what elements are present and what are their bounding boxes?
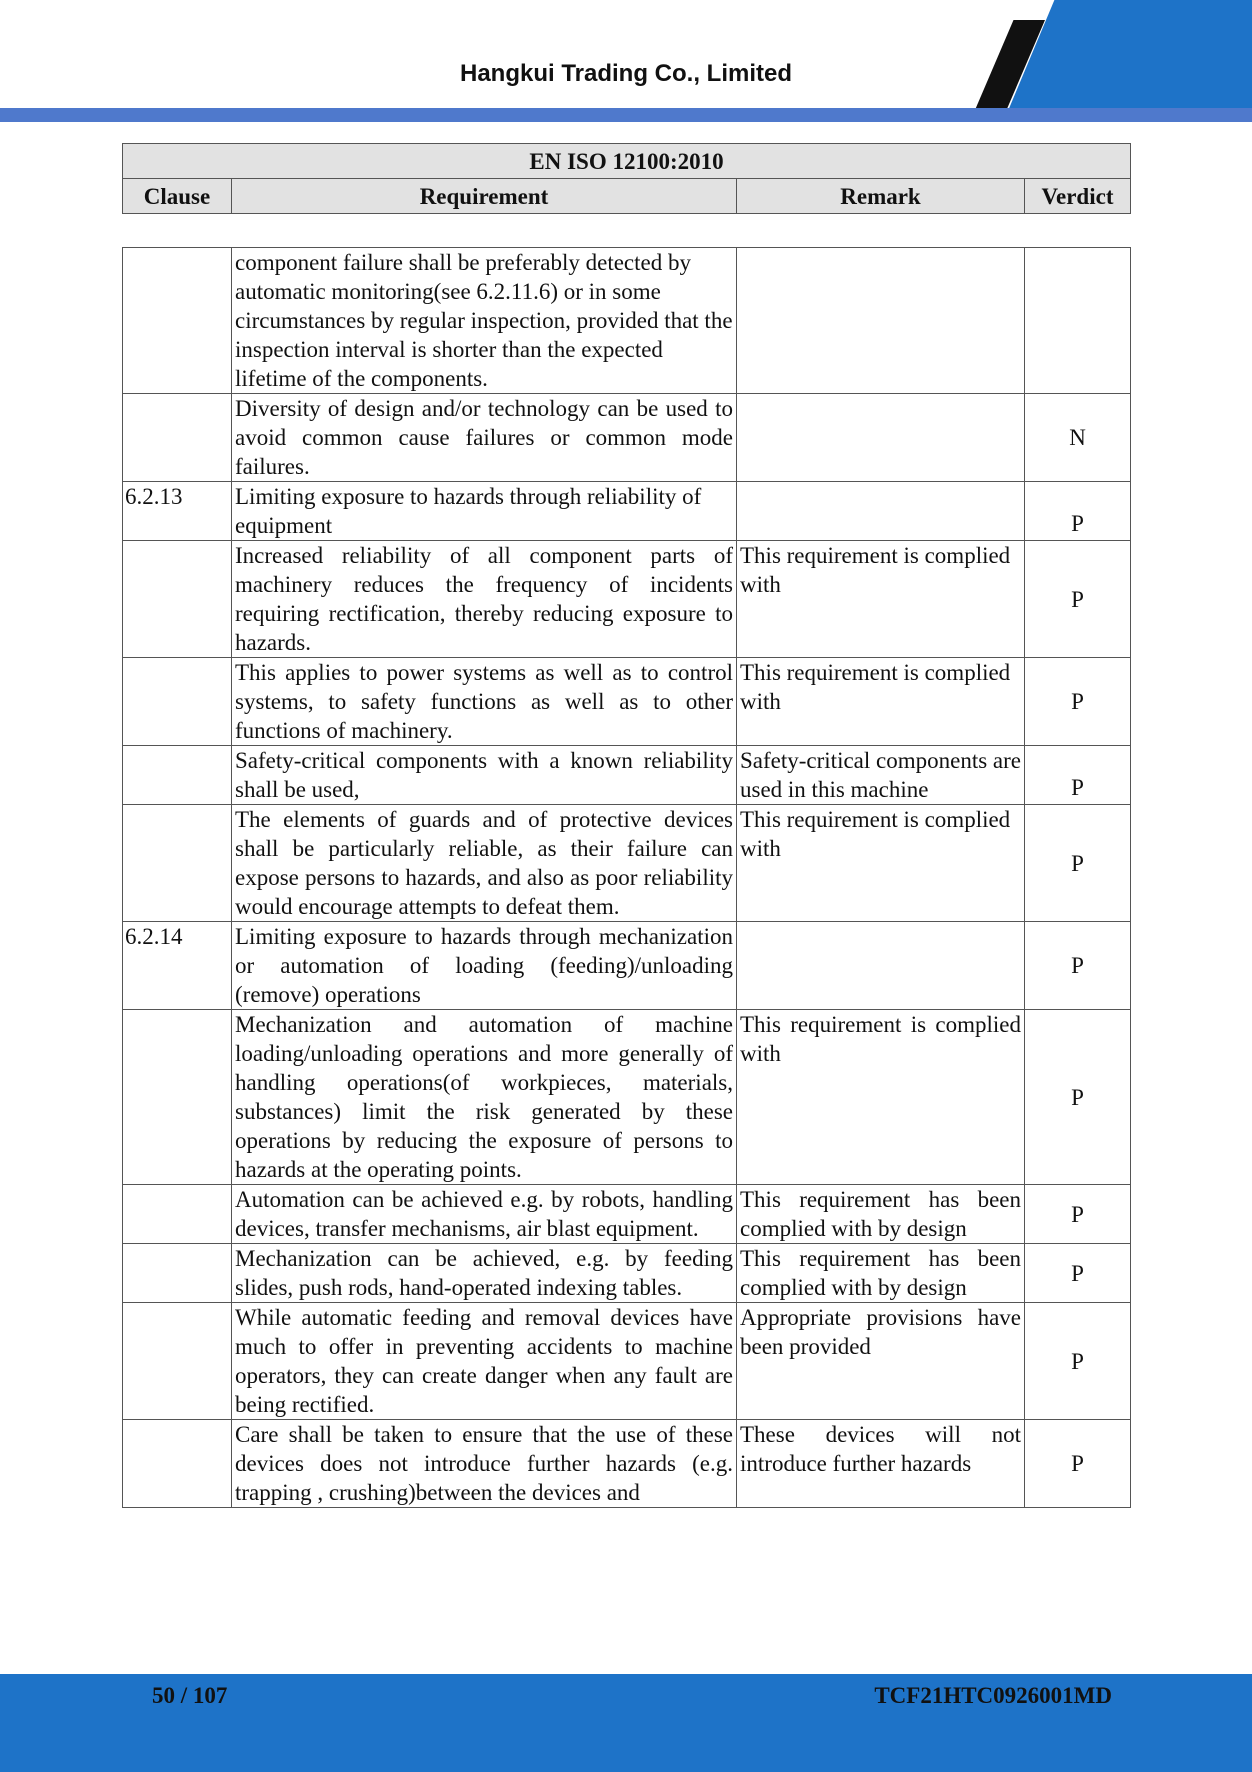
clause-cell bbox=[123, 658, 232, 746]
clause-cell bbox=[123, 805, 232, 922]
table-row bbox=[123, 658, 1131, 746]
requirement-cell: Diversity of design and/or technology can be used to avoid common cause failures or common mode failures. bbox=[232, 394, 737, 482]
table-row bbox=[123, 1420, 1131, 1508]
remark-cell: This requirement is complied with bbox=[737, 541, 1025, 658]
verdict-cell: P bbox=[1025, 658, 1131, 746]
requirement-cell: Care shall be taken to ensure that the use of these devices does not introduce further hazards (e.g. trapping , crushing)between the devices and bbox=[232, 1420, 737, 1508]
verdict-cell: N bbox=[1025, 394, 1131, 482]
requirements-table bbox=[122, 247, 1131, 1508]
requirement-cell: Limiting exposure to hazards through mechanization or automation of loading (feeding)/unloading (remove) operations bbox=[232, 922, 737, 1010]
requirement-cell: Safety-critical components with a known reliability shall be used, bbox=[232, 746, 737, 805]
company-name: Hangkui Trading Co., Limited bbox=[459, 60, 792, 87]
column-header-remark: Remark bbox=[737, 179, 1025, 214]
table-row bbox=[123, 482, 1131, 541]
table-row bbox=[123, 248, 1131, 394]
standard-title: EN ISO 12100:2010 bbox=[123, 144, 1131, 179]
verdict-cell: P bbox=[1025, 1303, 1131, 1420]
remark-cell: This requirement is complied with bbox=[737, 1010, 1025, 1185]
table-row bbox=[123, 1303, 1131, 1420]
standard-header-table bbox=[122, 143, 1131, 214]
verdict-cell: P bbox=[1025, 805, 1131, 922]
remark-cell: Appropriate provisions have been provided bbox=[737, 1303, 1025, 1420]
remark-cell: This requirement is complied with bbox=[737, 805, 1025, 922]
table-row bbox=[123, 1185, 1131, 1244]
verdict-cell: P bbox=[1025, 541, 1131, 658]
requirement-cell: component failure shall be preferably detected by automatic monitoring(see 6.2.11.6) or in some circumstances by regular inspection, provided that the inspection interval is shorter than the expected lifetime of the components. bbox=[232, 248, 737, 394]
table-row bbox=[123, 922, 1131, 1010]
table-row bbox=[123, 746, 1131, 805]
remark-cell: This requirement has been complied with by design bbox=[737, 1185, 1025, 1244]
requirement-cell: This applies to power systems as well as to control systems, to safety functions as well as to other functions of machinery. bbox=[232, 658, 737, 746]
clause-cell bbox=[123, 746, 232, 805]
clause-cell: 6.2.14 bbox=[123, 922, 232, 1010]
remark-cell bbox=[737, 394, 1025, 482]
remark-cell: These devices will not introduce further hazards bbox=[737, 1420, 1025, 1508]
remark-cell: This requirement is complied with bbox=[737, 658, 1025, 746]
requirement-cell: Mechanization and automation of machine loading/unloading operations and more generally of handling operations(of workpieces, materials, substances) limit the risk generated by these operations by reducing the exposure of persons to hazards at the operating points. bbox=[232, 1010, 737, 1185]
column-header-clause: Clause bbox=[123, 179, 232, 214]
header-decoration-blue bbox=[1005, 0, 1252, 118]
remark-cell: This requirement has been complied with by design bbox=[737, 1244, 1025, 1303]
remark-cell bbox=[737, 922, 1025, 1010]
column-header-verdict: Verdict bbox=[1025, 179, 1131, 214]
remark-cell bbox=[737, 248, 1025, 394]
clause-cell bbox=[123, 1303, 232, 1420]
remark-cell bbox=[737, 482, 1025, 541]
remark-cell: Safety-critical components are used in this machine bbox=[737, 746, 1025, 805]
clause-cell bbox=[123, 248, 232, 394]
verdict-cell: P bbox=[1025, 1010, 1131, 1185]
clause-cell bbox=[123, 1420, 232, 1508]
verdict-cell: P bbox=[1025, 1420, 1131, 1508]
requirement-cell: Limiting exposure to hazards through reliability of equipment bbox=[232, 482, 737, 541]
requirement-cell: Increased reliability of all component parts of machinery reduces the frequency of incidents requiring rectification, thereby reducing exposure to hazards. bbox=[232, 541, 737, 658]
verdict-cell: P bbox=[1025, 1185, 1131, 1244]
page-number: 50 / 107 bbox=[152, 1683, 228, 1708]
table-row bbox=[123, 1010, 1131, 1185]
table-row bbox=[123, 394, 1131, 482]
verdict-cell: P bbox=[1025, 482, 1131, 541]
requirement-cell: The elements of guards and of protective devices shall be particularly reliable, as their failure can expose persons to hazards, and also as poor reliability would encourage attempts to defeat them. bbox=[232, 805, 737, 922]
clause-cell: 6.2.13 bbox=[123, 482, 232, 541]
clause-cell bbox=[123, 1185, 232, 1244]
table-row bbox=[123, 805, 1131, 922]
requirement-cell: Automation can be achieved e.g. by robots, handling devices, transfer mechanisms, air blast equipment. bbox=[232, 1185, 737, 1244]
clause-cell bbox=[123, 1010, 232, 1185]
clause-cell bbox=[123, 541, 232, 658]
column-header-requirement: Requirement bbox=[232, 179, 737, 214]
verdict-cell bbox=[1025, 248, 1131, 394]
table-row bbox=[123, 1244, 1131, 1303]
verdict-cell: P bbox=[1025, 1244, 1131, 1303]
verdict-cell: P bbox=[1025, 922, 1131, 1010]
document-id: TCF21HTC0926001MD bbox=[874, 1683, 1112, 1708]
table-row bbox=[123, 541, 1131, 658]
requirement-cell: While automatic feeding and removal devices have much to offer in preventing accidents to machine operators, they can create danger when any fault are being rectified. bbox=[232, 1303, 737, 1420]
clause-cell bbox=[123, 1244, 232, 1303]
header-bar bbox=[0, 108, 1252, 122]
requirement-cell: Mechanization can be achieved, e.g. by feeding slides, push rods, hand-operated indexing tables. bbox=[232, 1244, 737, 1303]
verdict-cell: P bbox=[1025, 746, 1131, 805]
clause-cell bbox=[123, 394, 232, 482]
